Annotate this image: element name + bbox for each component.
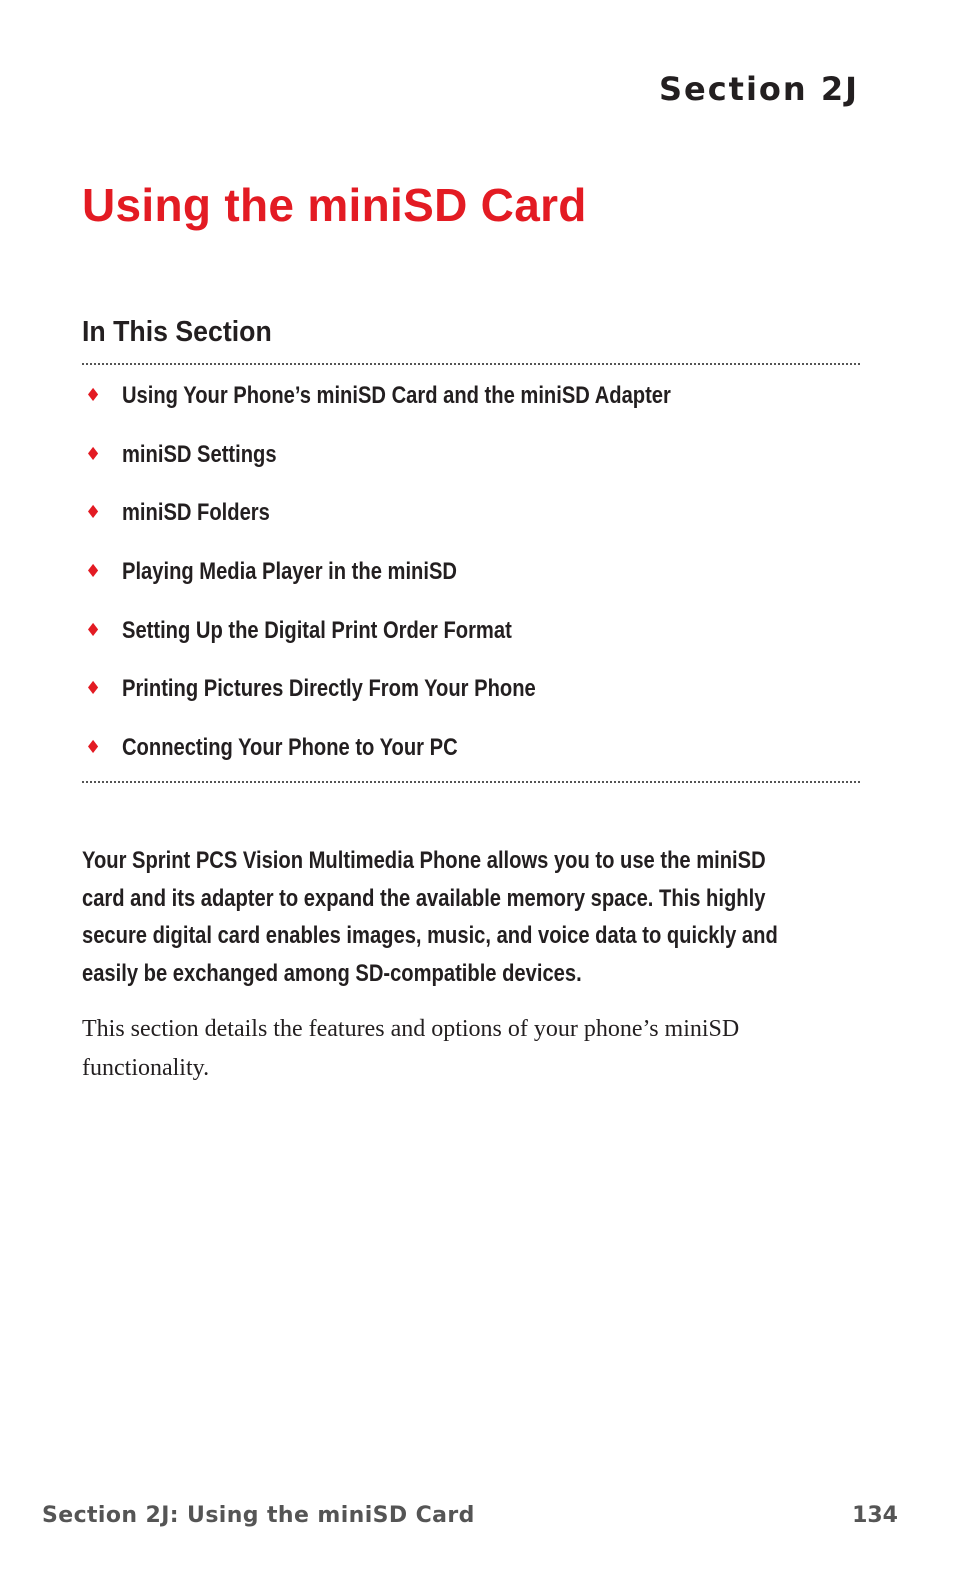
toc-item[interactable] [82,556,775,615]
diamond-bullet-icon: ♦ [85,619,102,641]
intro-line: card and its adapter to expand the available memory space. This highly [82,884,766,912]
diamond-bullet-icon: ♦ [85,678,102,700]
diamond-bullet-icon: ♦ [85,443,102,465]
toc-list [82,380,775,791]
toc-item-label: Setting Up the Digital Print Order Format [122,616,512,644]
toc-item-label: Using Your Phone’s miniSD Card and the miniSD Adapter [122,382,671,409]
toc-item[interactable] [82,439,775,498]
intro-line: secure digital card enables images, music, and voice data to quickly and [82,922,778,949]
section-label: Section 2J [658,70,859,108]
toc-item[interactable] [82,497,775,556]
toc-item-label: Playing Media Player in the miniSD [122,558,457,586]
toc-item-label: Printing Pictures Directly From Your Phone [122,675,536,703]
diamond-bullet-icon: ♦ [85,502,102,524]
toc-heading: In This Section [82,316,272,348]
diamond-bullet-icon: ♦ [85,737,102,759]
toc-item-label: miniSD Settings [122,440,277,468]
divider-top [82,363,860,365]
body-paragraph: This section details the features and options of your phone’s miniSD functionality. [82,1016,740,1081]
divider-bottom [82,781,860,783]
page-number: 134 [852,1503,898,1528]
diamond-bullet-icon: ♦ [85,385,102,406]
toc-item-label: Connecting Your Phone to Your PC [122,734,458,762]
diamond-bullet-icon: ♦ [85,561,102,583]
intro-line: easily be exchanged among SD-compatible devices. [82,959,582,987]
toc-item[interactable] [82,380,775,439]
intro-paragraph [82,842,804,992]
toc-item-label: miniSD Folders [122,499,270,527]
toc-item[interactable] [82,615,775,674]
page-title: Using the miniSD Card [82,179,587,231]
footer-running-title: Section 2J: Using the miniSD Card [42,1503,475,1528]
toc-item[interactable] [82,673,775,732]
intro-line: Your Sprint PCS Vision Multimedia Phone allows you to use the miniSD [82,847,766,874]
